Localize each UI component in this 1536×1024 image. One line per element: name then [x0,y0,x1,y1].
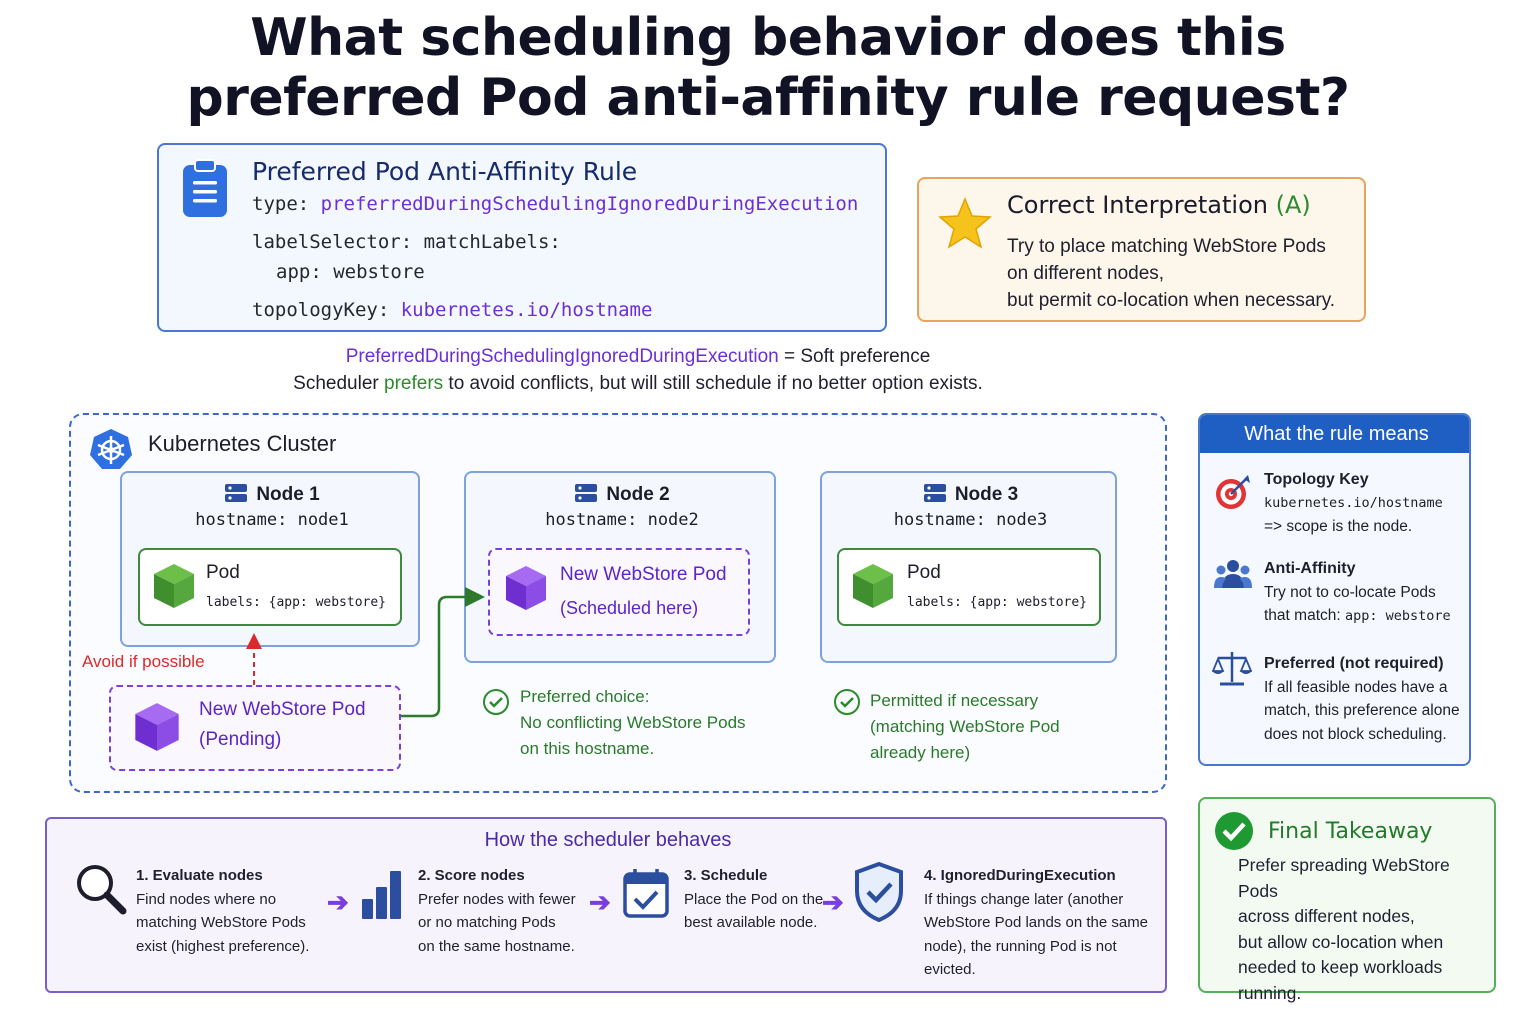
step-evaluate [136,864,309,958]
preferred-line: match, this preference alone [1264,702,1460,719]
pod-label: Pod [907,562,941,583]
final-takeaway-text [1238,853,1493,1006]
step-title: 2. Score nodes [418,867,525,884]
step-title: 1. Evaluate nodes [136,867,263,884]
rule-topology-line [252,299,652,321]
rule-type-line [252,193,858,215]
rule-type-key: type: [252,193,310,215]
step-line: matching WebStore Pods [136,914,306,931]
scheduler-steps-heading: How the scheduler behaves [484,829,732,851]
interpretation-text [1007,233,1357,314]
final-takeaway-heading: Final Takeaway [1268,819,1433,844]
node-3-hostname: hostname: node3 [893,510,1048,530]
explanation-prefers: prefers [384,373,444,394]
bar-chart-icon [360,867,404,921]
check-circle-icon [1214,811,1254,851]
permitted-line: already here) [870,743,971,762]
preferred-note [520,684,746,762]
soft-term: PreferredDuringSchedulingIgnoredDuringExecution [345,346,779,367]
step-score [418,864,576,958]
interpretation-title: Correct Interpretation [1007,191,1268,219]
node-2-hostname: hostname: node2 [545,510,699,530]
pod-labels: labels: {app: webstore} [907,595,1088,610]
explanation-part: to avoid conflicts, but will still schedule if no better option exists. [443,373,983,394]
final-takeaway-box [1198,797,1496,1003]
anti-affinity-line: that match: [1264,607,1345,624]
anti-affinity-title: Anti-Affinity [1264,560,1356,577]
new-pod-label: New WebStore Pod [560,564,727,585]
permitted-note [870,688,1060,766]
step-line: WebStore Pod lands on the same [924,914,1149,931]
rule-box [157,143,887,332]
rule-type-value: preferredDuringSchedulingIgnoredDuringExecution [320,193,859,215]
rule-heading: Preferred Pod Anti-Affinity Rule [252,157,638,186]
step-line: Place the Pod on the [684,890,824,908]
kubernetes-cluster [69,413,1167,793]
topology-key-scope: => scope is the node. [1264,518,1413,535]
step-title: 4. IgnoredDuringExecution [924,867,1116,884]
preferred-item [1264,652,1469,746]
soft-eq: = Soft preference [778,346,931,367]
step-line: best available node. [684,914,818,931]
interpretation-line: but permit co-location when necessary. [1007,290,1336,311]
anti-affinity-item [1264,557,1469,629]
rule-selector: labelSelector: matchLabels: [252,231,561,253]
schedule-arrow [401,597,480,716]
scheduler-explanation [0,373,1276,395]
avoid-label: Avoid if possible [82,652,205,671]
arrow-right-icon: ➔ [822,887,844,917]
scale-icon [1212,649,1252,687]
permitted-line: Permitted if necessary [870,691,1039,710]
step-ignored-during-execution [924,864,1165,982]
pod-labels: labels: {app: webstore} [206,595,387,610]
topology-key-value: kubernetes.io/hostname [1264,494,1443,511]
preferred-title: Preferred (not required) [1264,655,1444,672]
preferred-line: does not block scheduling. [1264,725,1447,743]
pod-label: Pod [206,562,240,583]
step-line: on the same hostname. [418,937,575,955]
preferred-line: If all feasible nodes have a [1264,678,1448,696]
title-line-1: What scheduling behavior does this [250,8,1286,68]
step-line: or no matching Pods [418,914,556,931]
pending-pod-label: New WebStore Pod [199,699,366,720]
rule-topology-value: kubernetes.io/hostname [400,299,653,321]
interpretation-line: on different nodes, [1007,263,1165,284]
node-3-name: Node 3 [954,484,1019,505]
soft-preference-line [0,346,1276,368]
page-title [0,8,1536,128]
anti-affinity-selector: app: webstore [1344,608,1451,624]
step-line: Prefer nodes with fewer [418,890,576,908]
node-1-name: Node 1 [256,484,320,505]
interpretation-heading [1007,191,1311,219]
arrow-right-icon: ➔ [589,887,611,917]
topology-key-item [1264,468,1469,539]
node-2-name: Node 2 [606,484,670,505]
preferred-line: No conflicting WebStore Pods [520,713,746,732]
rule-app-label: app: webstore [276,261,425,283]
step-schedule [684,864,823,935]
new-pod-status: (Scheduled here) [560,598,699,618]
final-line: across different nodes, [1238,906,1415,926]
calendar-check-icon [622,867,670,919]
pending-pod-status: (Pending) [199,729,282,750]
search-icon [73,861,129,917]
step-title: 3. Schedule [684,867,768,884]
explanation-part: Scheduler [293,373,385,394]
check-circle-icon [482,688,510,716]
permitted-line: (matching WebStore Pod [870,717,1060,736]
final-line: needed to keep workloads [1238,957,1443,977]
interpretation-box [917,177,1366,322]
topology-key-title: Topology Key [1264,471,1369,488]
check-circle-icon [833,688,861,716]
rule-meaning-header: What the rule means [1200,415,1471,453]
anti-affinity-line: Try not to co-locate Pods [1264,583,1436,601]
interpretation-line: Try to place matching WebStore Pods [1007,236,1326,257]
arrow-right-icon: ➔ [327,887,349,917]
final-line: Prefer spreading WebStore Pods [1238,855,1450,901]
pending-pod [109,685,401,771]
final-line: running. [1238,982,1302,1003]
interpretation-tag: (A) [1275,191,1311,219]
cluster-label: Kubernetes Cluster [148,431,337,456]
node-1-hostname: hostname: node1 [195,510,349,530]
title-line-2: preferred Pod anti-affinity rule request? [186,68,1350,128]
step-line: exist (highest preference). [136,937,310,955]
rule-meaning-panel [1198,413,1471,766]
rule-topology-key: topologyKey: [252,299,390,321]
pod-cube-icon [133,701,181,753]
target-icon [1214,473,1252,511]
step-line: If things change later (another [924,890,1124,908]
star-icon [937,197,993,251]
scheduler-steps-panel [45,817,1167,993]
step-line: Find nodes where no [136,890,277,908]
final-line: but allow co-location when [1238,931,1444,952]
users-icon [1214,558,1252,592]
preferred-line: Preferred choice: [520,687,650,706]
shield-check-icon [853,861,905,923]
preferred-line: on this hostname. [520,739,655,758]
step-line: node), the running Pod is not evicted. [924,937,1117,978]
clipboard-icon [181,159,229,219]
